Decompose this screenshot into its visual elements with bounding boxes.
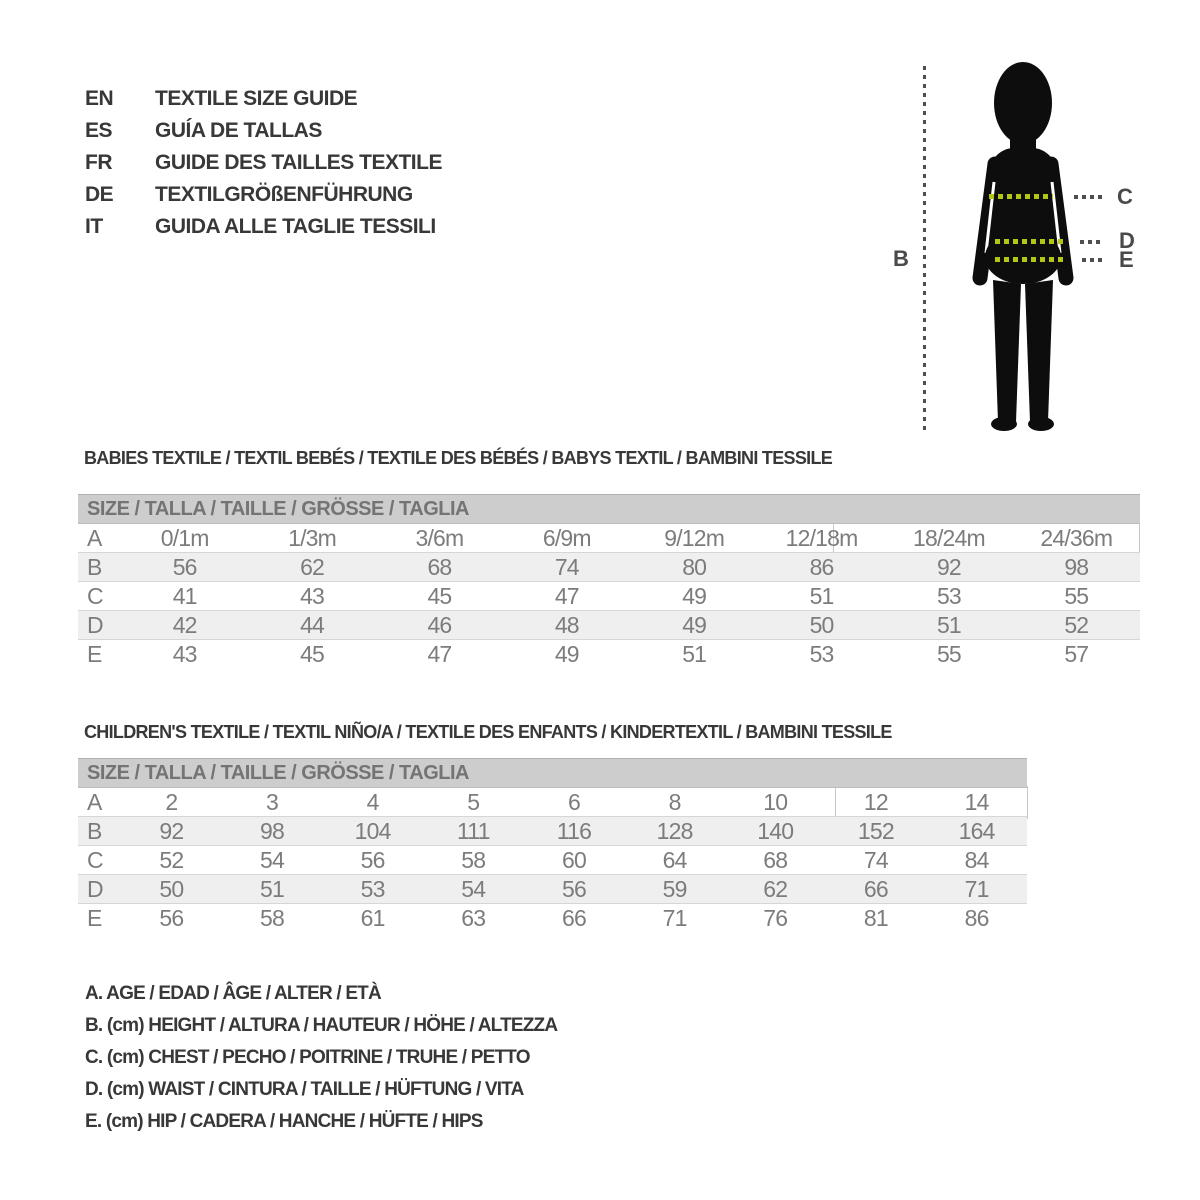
row-label: A bbox=[87, 524, 102, 551]
size-cell: 98 bbox=[1013, 553, 1140, 582]
table-row bbox=[78, 788, 1027, 817]
size-cell: 49 bbox=[554, 640, 579, 667]
size-cell: 49 bbox=[631, 611, 758, 640]
size-cell: 152 bbox=[826, 817, 927, 846]
table-row bbox=[78, 904, 1027, 933]
child-silhouette-shapes bbox=[980, 62, 1066, 431]
size-cell: 3/6m bbox=[415, 524, 464, 551]
size-cell: 47 bbox=[554, 582, 579, 609]
size-cell: 51 bbox=[682, 640, 707, 667]
size-cell: 76 bbox=[763, 904, 788, 931]
size-cell: 12 bbox=[863, 788, 888, 815]
waist-label: D bbox=[1119, 228, 1135, 253]
size-cell: 81 bbox=[863, 904, 888, 931]
row-label: E bbox=[87, 640, 102, 667]
size-cell: 66 bbox=[561, 904, 586, 931]
size-cell: 74 bbox=[503, 553, 630, 582]
legend-row: A. AGE / EDAD / ÂGE / ALTER / ETÀ bbox=[85, 983, 381, 1004]
language-code: ES bbox=[85, 119, 113, 142]
size-cell: 86 bbox=[758, 553, 885, 582]
legend-row: E. (cm) HIP / CADERA / HANCHE / HÜFTE / HIPS bbox=[85, 1111, 483, 1132]
row-label: D bbox=[78, 611, 121, 640]
height-label: B bbox=[893, 246, 909, 271]
size-cell: 6 bbox=[567, 788, 580, 815]
row-label: C bbox=[87, 846, 103, 873]
size-cell: 55 bbox=[1064, 582, 1089, 609]
babies-size-table bbox=[78, 494, 1140, 668]
size-cell: 92 bbox=[121, 817, 222, 846]
language-title: GUIDA ALLE TAGLIE TESSILI bbox=[155, 215, 436, 238]
row-label: B bbox=[78, 817, 121, 846]
chest-measure-line-outer bbox=[1074, 195, 1106, 199]
hip-label: E bbox=[1119, 247, 1134, 272]
size-cell: 84 bbox=[964, 846, 989, 873]
size-cell: 71 bbox=[926, 875, 1027, 904]
table-header: SIZE / TALLA / TAILLE / GRÖSSE / TAGLIA bbox=[78, 758, 1027, 788]
size-cell: 64 bbox=[662, 846, 687, 873]
table-row bbox=[78, 524, 1140, 553]
table-row bbox=[78, 611, 1140, 640]
size-cell: 8 bbox=[668, 788, 681, 815]
table-row bbox=[78, 846, 1027, 875]
size-cell: 56 bbox=[524, 875, 625, 904]
size-cell: 66 bbox=[826, 875, 927, 904]
waist-measure-line bbox=[995, 239, 1063, 244]
size-cell: 44 bbox=[248, 611, 375, 640]
size-cell: 12/18m bbox=[785, 524, 858, 551]
legend-row: C. (cm) CHEST / PECHO / POITRINE / TRUHE / PETTO bbox=[85, 1047, 530, 1068]
size-cell: 45 bbox=[300, 640, 325, 667]
child-silhouette-icon bbox=[940, 50, 1100, 440]
babies-section-heading: BABIES TEXTILE / TEXTIL BEBÉS / TEXTILE DES BÉBÉS / BABYS TEXTIL / BAMBINI TESSILE bbox=[84, 448, 833, 468]
language-title: TEXTILGRÖßENFÜHRUNG bbox=[155, 183, 413, 206]
size-cell: 46 bbox=[376, 611, 503, 640]
language-title: GUÍA DE TALLAS bbox=[155, 119, 322, 142]
row-label: E bbox=[87, 904, 102, 931]
legend-row: B. (cm) HEIGHT / ALTURA / HAUTEUR / HÖHE / ALTEZZA bbox=[85, 1015, 558, 1036]
size-cell: 47 bbox=[427, 640, 452, 667]
size-cell: 53 bbox=[322, 875, 423, 904]
size-cell: 43 bbox=[172, 640, 197, 667]
language-row bbox=[85, 115, 442, 147]
children-section-heading: CHILDREN'S TEXTILE / TEXTIL NIÑO/A / TEXTILE DES ENFANTS / KINDERTEXTIL / BAMBINI TESSILE bbox=[84, 722, 892, 742]
chest-label: C bbox=[1117, 184, 1133, 209]
hip-measure-line-outer bbox=[1082, 258, 1104, 262]
language-row bbox=[85, 179, 442, 211]
size-cell: 52 bbox=[159, 846, 184, 873]
size-cell: 55 bbox=[936, 640, 961, 667]
language-code: EN bbox=[85, 87, 114, 110]
size-cell: 60 bbox=[561, 846, 586, 873]
size-cell: 43 bbox=[300, 582, 325, 609]
size-cell: 59 bbox=[624, 875, 725, 904]
table-row bbox=[78, 640, 1140, 669]
size-cell: 53 bbox=[809, 640, 834, 667]
table-row bbox=[78, 553, 1140, 582]
size-cell: 62 bbox=[248, 553, 375, 582]
size-cell: 86 bbox=[964, 904, 989, 931]
size-cell: 9/12m bbox=[664, 524, 725, 551]
size-cell: 4 bbox=[366, 788, 379, 815]
size-cell: 61 bbox=[360, 904, 385, 931]
size-cell: 111 bbox=[423, 817, 524, 846]
waist-measure-line-outer bbox=[1080, 240, 1104, 244]
language-title: GUIDE DES TAILLES TEXTILE bbox=[155, 151, 442, 174]
size-cell: 54 bbox=[259, 846, 284, 873]
size-cell: 80 bbox=[631, 553, 758, 582]
table-row bbox=[78, 875, 1027, 904]
size-cell: 1/3m bbox=[288, 524, 337, 551]
size-cell: 10 bbox=[763, 788, 788, 815]
size-cell: 5 bbox=[467, 788, 480, 815]
language-row bbox=[85, 83, 442, 115]
size-cell: 92 bbox=[885, 553, 1012, 582]
chest-measure-line bbox=[989, 194, 1053, 199]
size-cell: 24/36m bbox=[1040, 524, 1113, 551]
legend-row: D. (cm) WAIST / CINTURA / TAILLE / HÜFTUNG / VITA bbox=[85, 1079, 524, 1100]
size-cell: 116 bbox=[524, 817, 625, 846]
size-cell: 164 bbox=[926, 817, 1027, 846]
size-cell: 128 bbox=[624, 817, 725, 846]
size-cell: 45 bbox=[427, 582, 452, 609]
language-code: IT bbox=[85, 215, 103, 238]
size-cell: 56 bbox=[121, 553, 248, 582]
size-cell: 51 bbox=[809, 582, 834, 609]
size-cell: 140 bbox=[725, 817, 826, 846]
language-title-list bbox=[85, 83, 442, 243]
language-row bbox=[85, 211, 442, 243]
babies-table-grid bbox=[78, 524, 1140, 668]
size-cell: 74 bbox=[863, 846, 888, 873]
size-cell: 2 bbox=[165, 788, 178, 815]
row-label: C bbox=[87, 582, 103, 609]
size-cell: 0/1m bbox=[160, 524, 209, 551]
language-code: FR bbox=[85, 151, 112, 174]
row-label: D bbox=[78, 875, 121, 904]
table-row bbox=[78, 582, 1140, 611]
children-table-grid bbox=[78, 788, 1027, 932]
table-row bbox=[78, 817, 1027, 846]
size-cell: 41 bbox=[172, 582, 197, 609]
size-cell: 56 bbox=[159, 904, 184, 931]
size-cell: 51 bbox=[222, 875, 323, 904]
size-cell: 49 bbox=[682, 582, 707, 609]
size-cell: 68 bbox=[763, 846, 788, 873]
size-cell: 3 bbox=[265, 788, 278, 815]
size-cell: 50 bbox=[121, 875, 222, 904]
size-cell: 48 bbox=[503, 611, 630, 640]
size-cell: 104 bbox=[322, 817, 423, 846]
size-cell: 98 bbox=[222, 817, 323, 846]
row-label: B bbox=[78, 553, 121, 582]
language-title: TEXTILE SIZE GUIDE bbox=[155, 87, 358, 110]
size-cell: 57 bbox=[1064, 640, 1089, 667]
size-cell: 58 bbox=[259, 904, 284, 931]
size-cell: 14 bbox=[964, 788, 989, 815]
size-cell: 54 bbox=[423, 875, 524, 904]
size-cell: 53 bbox=[936, 582, 961, 609]
size-cell: 56 bbox=[360, 846, 385, 873]
size-cell: 50 bbox=[758, 611, 885, 640]
language-code: DE bbox=[85, 183, 114, 206]
hip-measure-line bbox=[995, 257, 1063, 262]
size-cell: 52 bbox=[1013, 611, 1140, 640]
size-cell: 63 bbox=[461, 904, 486, 931]
size-cell: 58 bbox=[461, 846, 486, 873]
children-size-table bbox=[78, 758, 1027, 932]
measure-legend bbox=[85, 978, 557, 1138]
size-cell: 51 bbox=[885, 611, 1012, 640]
row-label: A bbox=[87, 788, 102, 815]
height-measure-line bbox=[923, 66, 926, 430]
size-cell: 18/24m bbox=[912, 524, 985, 551]
size-cell: 71 bbox=[662, 904, 687, 931]
size-cell: 62 bbox=[725, 875, 826, 904]
language-row bbox=[85, 147, 442, 179]
table-header: SIZE / TALLA / TAILLE / GRÖSSE / TAGLIA bbox=[78, 494, 1140, 524]
size-cell: 68 bbox=[376, 553, 503, 582]
size-cell: 6/9m bbox=[542, 524, 591, 551]
size-cell: 42 bbox=[121, 611, 248, 640]
